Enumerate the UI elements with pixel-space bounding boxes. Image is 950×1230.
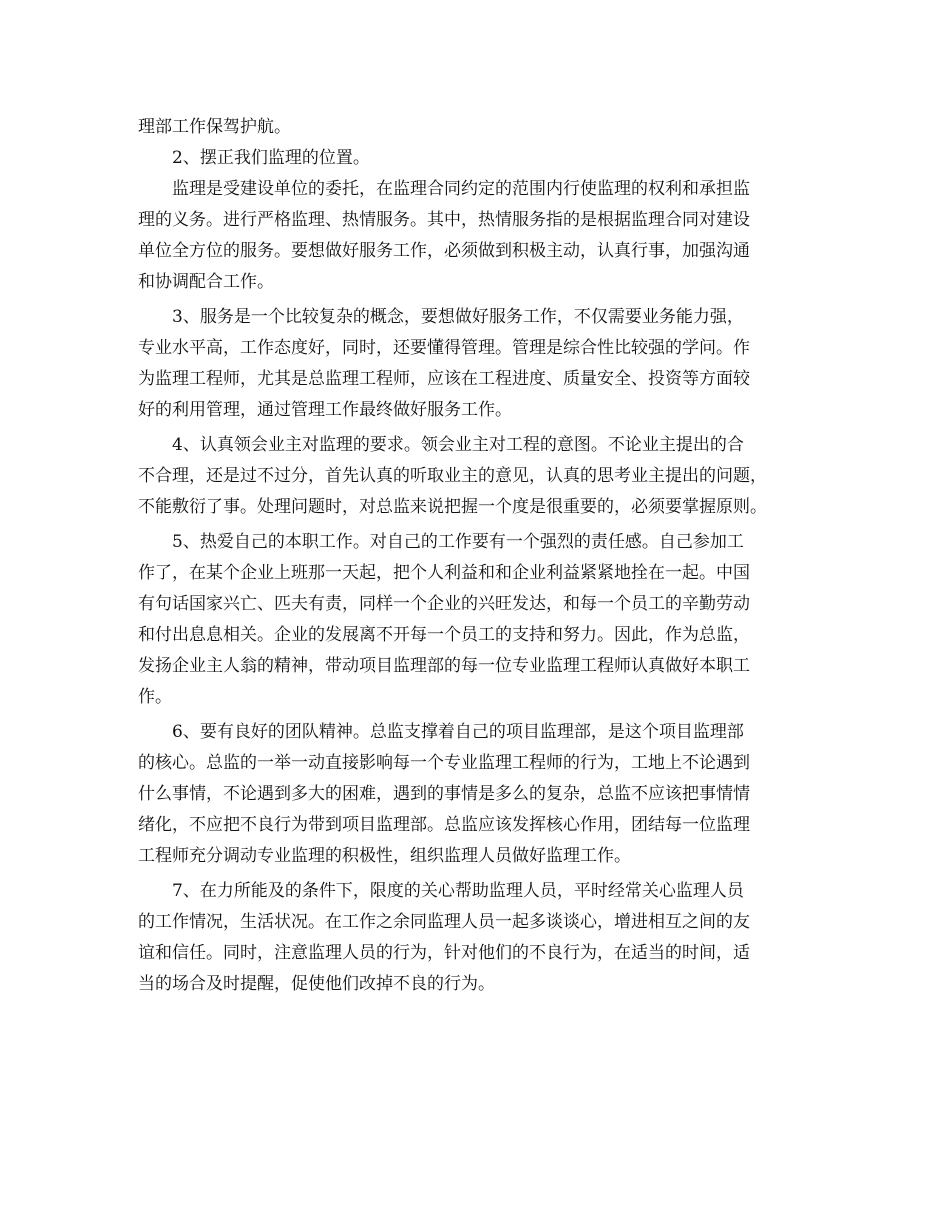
text-line: 的核心。总监的一举一动直接影响每一个专业监理工程师的行为，工地上不论遇到 [138, 753, 750, 773]
text-line: 专业水平高，工作态度好，同时，还要懂得管理。管理是综合性比较强的学问。作 [138, 338, 750, 358]
paragraph-7 [138, 876, 818, 1000]
text-line: 单位全方位的服务。要想做好服务工作，必须做到积极主动，认真行事，加强沟通 [138, 241, 750, 261]
paragraph-5 [138, 527, 818, 713]
text-line: 和协调配合工作。 [138, 272, 274, 292]
text-line: 的工作情况，生活状况。在工作之余同监理人员一起多谈谈心，增进相互之间的友 [138, 912, 750, 932]
text-line: 和付出息息相关。企业的发展离不开每一个员工的支持和努力。因此，作为总监， [138, 625, 750, 645]
text-line: 3、服务是一个比较复杂的概念，要想做好服务工作，不仅需要业务能力强， [172, 307, 744, 327]
paragraph-3 [138, 302, 818, 426]
paragraph-2 [138, 174, 818, 298]
text-line: 5、热爱自己的本职工作。对自己的工作要有一个强烈的责任感。自己参加工 [172, 532, 744, 552]
text-line: 理的义务。进行严格监理、热情服务。其中，热情服务指的是根据监理合同对建设 [138, 210, 750, 230]
text-line: 6、要有良好的团队精神。总监支撑着自己的项目监理部，是这个项目监理部 [172, 722, 744, 742]
text-line: 好的利用管理，通过管理工作最终做好服务工作。 [138, 400, 512, 420]
paragraph-4 [138, 430, 818, 523]
paragraph-1 [138, 143, 818, 174]
text-line: 工程师充分调动专业监理的积极性，组织监理人员做好监理工作。 [138, 846, 631, 866]
text-line: 为监理工程师，尤其是总监理工程师，应该在工程进度、质量安全、投资等方面较 [138, 369, 750, 389]
paragraph-6 [138, 717, 818, 872]
text-line: 2、摆正我们监理的位置。 [172, 148, 370, 168]
text-line: 作了，在某个企业上班那一天起，把个人利益和和企业利益紧紧地拴在一起。中国 [138, 563, 750, 583]
text-line: 什么事情，不论遇到多大的困难，遇到的事情是多么的复杂，总监不应该把事情情 [138, 784, 750, 804]
text-line: 4、认真领会业主对监理的要求。领会业主对工程的意图。不论业主提出的合 [172, 435, 744, 455]
text-line: 当的场合及时提醒，促使他们改掉不良的行为。 [138, 974, 495, 994]
text-line: 发扬企业主人翁的精神，带动项目监理部的每一位专业监理工程师认真做好本职工 [138, 656, 750, 676]
text-line: 作。 [138, 687, 172, 707]
text-line: 绪化，不应把不良行为带到项目监理部。总监应该发挥核心作用，团结每一位监理 [138, 815, 750, 835]
text-line: 不能敷衍了事。处理问题时，对总监来说把握一个度是很重要的，必须要掌握原则。 [138, 497, 767, 517]
paragraph-0 [138, 112, 818, 143]
document-body [138, 112, 818, 1000]
text-line: 理部工作保驾护航。 [138, 117, 291, 137]
text-line: 谊和信任。同时，注意监理人员的行为，针对他们的不良行为，在适当的时间，适 [138, 943, 750, 963]
text-line: 监理是受建设单位的委托，在监理合同约定的范围内行使监理的权利和承担监 [172, 179, 750, 199]
text-line: 有句话国家兴亡、匹夫有责，同样一个企业的兴旺发达，和每一个员工的辛勤劳动 [138, 594, 750, 614]
text-line: 不合理，还是过不过分，首先认真的听取业主的意见，认真的思考业主提出的问题， [138, 466, 767, 486]
text-line: 7、在力所能及的条件下，限度的关心帮助监理人员，平时经常关心监理人员 [172, 881, 744, 901]
